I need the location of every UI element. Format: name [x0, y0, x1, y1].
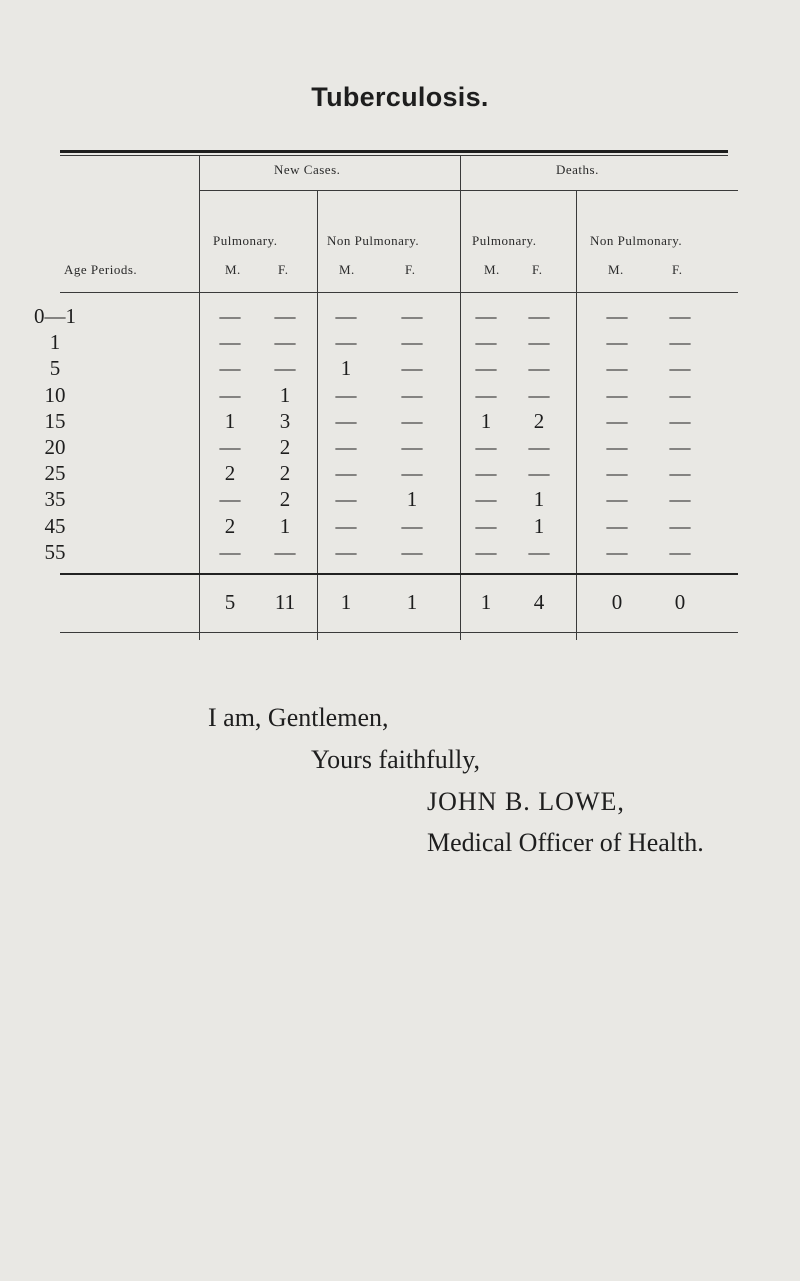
- sex-header-f: F.: [278, 262, 289, 277]
- table-cell: 2: [224, 461, 236, 485]
- table-cell: —: [606, 304, 628, 328]
- table-cell: 2: [224, 514, 236, 538]
- table-cell: 1: [533, 514, 545, 538]
- age-period-label: 35: [44, 487, 66, 511]
- table-cell: —: [669, 435, 691, 459]
- sex-header-f: F.: [672, 262, 683, 277]
- table-cell: —: [606, 356, 628, 380]
- table-cell: —: [335, 330, 357, 354]
- table-cell: 2: [279, 487, 291, 511]
- table-cell: —: [528, 356, 550, 380]
- table-cell: —: [606, 514, 628, 538]
- table-top-rule-thin: [60, 155, 728, 156]
- age-period-label: 1: [49, 330, 61, 354]
- table-cell: —: [475, 487, 497, 511]
- total-cell: 1: [406, 590, 418, 614]
- table-top-rule: [60, 150, 728, 153]
- table-cell: —: [669, 409, 691, 433]
- total-cell: 0: [611, 590, 623, 614]
- age-period-label: 15: [44, 409, 66, 433]
- table-cell: 2: [279, 435, 291, 459]
- table-cell: —: [475, 461, 497, 485]
- table-cell: 1: [406, 487, 418, 511]
- table-cell: 1: [340, 356, 352, 380]
- table-cell: —: [669, 356, 691, 380]
- table-cell: —: [335, 435, 357, 459]
- deaths-header: Deaths.: [556, 162, 599, 177]
- table-cell: 3: [279, 409, 291, 433]
- total-cell: 4: [533, 590, 545, 614]
- table-cell: —: [528, 304, 550, 328]
- table-divider-horizontal: [60, 632, 738, 633]
- sex-header-m: M.: [225, 262, 241, 277]
- sex-header-f: F.: [532, 262, 543, 277]
- table-cell: —: [274, 356, 296, 380]
- age-period-label: 55: [44, 540, 66, 564]
- table-cell: 1: [533, 487, 545, 511]
- table-cell: —: [475, 356, 497, 380]
- total-cell: 0: [674, 590, 686, 614]
- table-cell: —: [335, 540, 357, 564]
- table-divider-horizontal: [200, 190, 738, 191]
- table-cell: —: [475, 435, 497, 459]
- table-cell: —: [475, 330, 497, 354]
- table-cell: 1: [279, 383, 291, 407]
- sex-header-m: M.: [339, 262, 355, 277]
- table-cell: —: [401, 304, 423, 328]
- sex-header-m: M.: [484, 262, 500, 277]
- age-period-label: 45: [44, 514, 66, 538]
- table-cell: —: [219, 383, 241, 407]
- table-cell: —: [669, 540, 691, 564]
- total-cell: 1: [340, 590, 352, 614]
- page-title: Tuberculosis.: [311, 82, 489, 112]
- table-cell: —: [401, 514, 423, 538]
- age-periods-header: Age Periods.: [64, 262, 138, 277]
- table-cell: —: [335, 514, 357, 538]
- table-cell: —: [401, 461, 423, 485]
- table-cell: —: [219, 304, 241, 328]
- table-cell: —: [219, 540, 241, 564]
- table-divider-vertical: [460, 155, 461, 640]
- table-divider-horizontal: [60, 292, 738, 293]
- new-cases-header: New Cases.: [274, 162, 341, 177]
- total-cell: 5: [224, 590, 236, 614]
- table-cell: —: [475, 540, 497, 564]
- table-cell: —: [606, 540, 628, 564]
- table-cell: 1: [279, 514, 291, 538]
- table-cell: —: [606, 461, 628, 485]
- table-cell: —: [606, 435, 628, 459]
- table-cell: —: [401, 435, 423, 459]
- table-cell: —: [669, 487, 691, 511]
- table-cell: —: [475, 514, 497, 538]
- table-cell: —: [475, 304, 497, 328]
- table-cell: —: [475, 383, 497, 407]
- sex-header-f: F.: [405, 262, 416, 277]
- table-cell: —: [401, 540, 423, 564]
- table-divider-horizontal: [60, 573, 738, 575]
- total-cell: 11: [274, 590, 296, 614]
- table-cell: —: [401, 330, 423, 354]
- table-cell: —: [274, 304, 296, 328]
- table-cell: —: [274, 540, 296, 564]
- table-cell: 1: [224, 409, 236, 433]
- table-cell: 1: [480, 409, 492, 433]
- table-cell: —: [335, 409, 357, 433]
- table-cell: —: [606, 383, 628, 407]
- table-cell: —: [335, 461, 357, 485]
- table-cell: —: [669, 514, 691, 538]
- age-period-label: 10: [44, 383, 66, 407]
- table-cell: —: [219, 435, 241, 459]
- table-cell: —: [528, 540, 550, 564]
- table-cell: —: [274, 330, 296, 354]
- age-period-label: 25: [44, 461, 66, 485]
- new-non-pulmonary-header: Non Pulmonary.: [327, 233, 420, 248]
- closing-valediction: Yours faithfully,: [311, 745, 481, 774]
- table-cell: —: [606, 487, 628, 511]
- table-cell: —: [528, 461, 550, 485]
- table-cell: 2: [533, 409, 545, 433]
- age-period-label: 0—1: [34, 304, 76, 328]
- table-cell: —: [335, 383, 357, 407]
- death-pulmonary-header: Pulmonary.: [472, 233, 537, 248]
- age-period-label: 20: [44, 435, 66, 459]
- signatory-title: Medical Officer of Health.: [427, 828, 704, 857]
- table-cell: —: [219, 356, 241, 380]
- table-cell: 2: [279, 461, 291, 485]
- closing-salutation: I am, Gentlemen,: [208, 703, 389, 732]
- table-cell: —: [528, 435, 550, 459]
- table-cell: —: [669, 383, 691, 407]
- table-cell: —: [669, 330, 691, 354]
- table-cell: —: [219, 487, 241, 511]
- table-cell: —: [401, 356, 423, 380]
- table-divider-vertical: [199, 155, 200, 640]
- table-cell: —: [669, 304, 691, 328]
- table-cell: —: [401, 409, 423, 433]
- signatory-name: JOHN B. LOWE,: [427, 787, 625, 816]
- table-cell: —: [335, 304, 357, 328]
- table-cell: —: [606, 330, 628, 354]
- total-cell: 1: [480, 590, 492, 614]
- table-cell: —: [528, 383, 550, 407]
- age-period-label: 5: [49, 356, 61, 380]
- table-cell: —: [606, 409, 628, 433]
- new-pulmonary-header: Pulmonary.: [213, 233, 278, 248]
- table-cell: —: [669, 461, 691, 485]
- table-cell: —: [219, 330, 241, 354]
- sex-header-m: M.: [608, 262, 624, 277]
- death-non-pulmonary-header: Non Pulmonary.: [590, 233, 683, 248]
- table-cell: —: [528, 330, 550, 354]
- table-cell: —: [335, 487, 357, 511]
- table-cell: —: [401, 383, 423, 407]
